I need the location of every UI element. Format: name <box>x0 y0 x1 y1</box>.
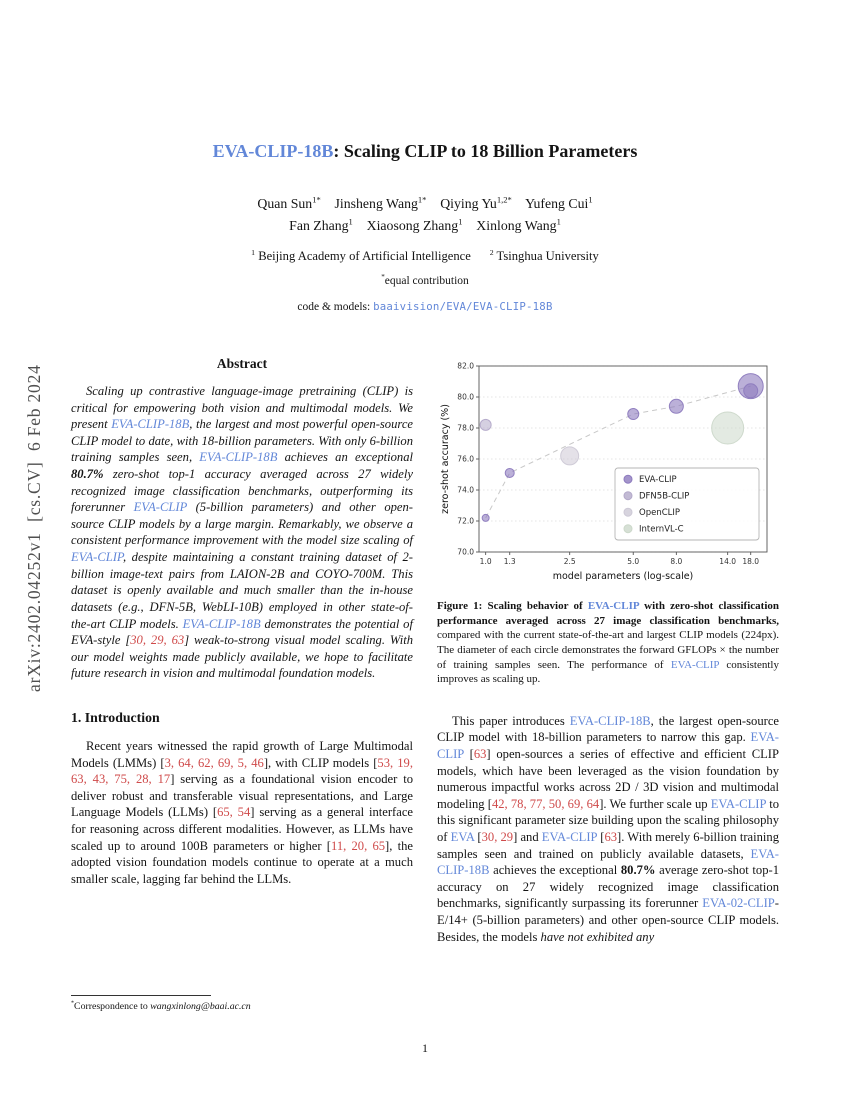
x-axis-label: model parameters (log-scale) <box>552 571 694 582</box>
inline-link[interactable]: EVA-CLIP <box>710 796 767 811</box>
footnote-text: *Correspondence to wangxinlong@baai.ac.cn <box>71 1000 251 1012</box>
inline-link[interactable]: EVA-CLIP <box>133 500 188 515</box>
introduction-heading: 1. Introduction <box>71 709 160 725</box>
legend-label: EVA-CLIP <box>639 475 677 485</box>
citation-ref[interactable]: 65, 54 <box>217 805 251 820</box>
y-tick-label: 72.0 <box>457 516 474 526</box>
citation-ref[interactable]: 3, 64, 62, 69, 5, 46 <box>164 755 264 770</box>
x-tick-label: 1.3 <box>503 557 516 566</box>
inline-link[interactable]: EVA-CLIP-18B <box>111 417 190 432</box>
data-point-eva-clip <box>505 468 514 477</box>
y-axis-label: zero-shot accuracy (%) <box>440 404 451 514</box>
data-point-eva-clip <box>738 374 763 399</box>
citation-ref[interactable]: 63 <box>473 746 487 761</box>
legend-label: InternVL-C <box>639 524 684 535</box>
legend-marker-openclip <box>624 508 632 516</box>
footnote-rule <box>71 995 211 996</box>
data-point-openclip <box>561 447 579 465</box>
x-tick-label: 2.5 <box>563 557 576 566</box>
arxiv-watermark: arXiv:2402.04252v1 [cs.CV] 6 Feb 2024 <box>24 364 44 692</box>
inline-link[interactable]: EVA-CLIP-18B <box>199 450 278 465</box>
inline-link[interactable]: EVA-CLIP-18B <box>569 713 651 728</box>
paper-title: EVA-CLIP-18B: Scaling CLIP to 18 Billion Parameters <box>212 141 638 161</box>
x-tick-label: 18.0 <box>742 557 760 566</box>
data-point-internvl-c <box>712 412 744 444</box>
x-tick-label: 8.0 <box>670 557 683 566</box>
y-tick-label: 82.0 <box>457 361 474 371</box>
inline-link[interactable]: EVA-CLIP-18B <box>437 846 779 878</box>
citation-ref[interactable]: 30, 29, 63 <box>130 633 185 648</box>
code-models-line: code & models: baaivision/EVA/EVA-CLIP-18B <box>297 300 553 313</box>
abstract-text: Scaling up contrastive language-image pretraining (CLIP) is critical for empowering both vision and multimodal models. We present EVA-CLIP-18B, the largest and most powerful open-source CLIP model to date, with 18-billion parameters. With only 6-billion training samples seen, EVA-CLIP-18B achieves an exceptional 80.7% zero-shot top-1 accuracy averaged across 27 widely recognized image classification benchmarks, outperforming its forerunner EVA-CLIP (5-billion parameters) and other open-source CLIP models by a large margin. Remarkably, we observe a consistent performance improvement with the model size scaling of EVA-CLIP, despite maintaining a constant training dataset of 2-billion image-text pairs from LAION-2B and COYO-700M. This dataset is openly available and much smaller than the in-house datasets (e.g., DFN-5B, WebLI-10B) employed in other state-of-the-art CLIP models. EVA-CLIP-18B demonstrates the potential of EVA-style [30, 29, 63] weak-to-strong visual model scaling. With our model weights made publicly available, we hope to facilitate future research in vision and multimodal foundation models. <box>71 384 413 681</box>
left-column <box>71 352 413 887</box>
inline-link[interactable]: EVA-CLIP <box>670 658 720 671</box>
x-tick-label: 5.0 <box>627 557 640 566</box>
code-repo-link[interactable]: baaivision/EVA/EVA-CLIP-18B <box>373 300 553 313</box>
y-tick-label: 80.0 <box>457 392 474 402</box>
data-point-eva-clip <box>628 409 639 420</box>
data-point-eva-clip <box>669 399 683 413</box>
figure-1-caption: Figure 1: Scaling behavior of EVA-CLIP with zero-shot classification performance averaged across 27 image classification benchmarks, compared with the current state-of-the-art and largest CLIP models (224px). The diameter of each circle demonstrates the forward GFLOPs × the number of training samples seen. The performance of EVA-CLIP consistently improves as scaling up. <box>437 600 779 686</box>
inline-link[interactable]: EVA-CLIP <box>71 550 124 565</box>
y-tick-label: 70.0 <box>457 547 474 557</box>
inline-link[interactable]: EVA-CLIP <box>437 730 779 761</box>
footnote <box>71 995 413 1012</box>
citation-ref[interactable]: 42, 78, 77, 50, 69, 64 <box>491 796 600 811</box>
legend-label: DFN5B-CLIP <box>639 491 690 502</box>
legend-label: OpenCLIP <box>639 508 681 518</box>
data-point-eva-clip <box>482 514 489 521</box>
x-tick-label: 14.0 <box>719 557 737 566</box>
affiliations: $^1$ Beijing Academy of Artificial Intelligence $^2$ Tsinghua University <box>251 247 599 263</box>
inline-link[interactable]: EVA-CLIP <box>541 830 598 845</box>
equal-contribution-note: *equal contribution <box>381 273 469 287</box>
data-point-dfn5b-clip <box>480 419 491 430</box>
abstract-heading: Abstract <box>216 356 268 371</box>
right-column <box>437 352 779 945</box>
intro-paragraph-right: This paper introduces EVA-CLIP-18B, the largest open-source CLIP model with 18-billion parameters to narrow this gap. EVA-CLIP [63] open-sources a series of effective and efficient CLIP models, which have been leveraged as the vision foundation by numerous impactful works across 2D / 3D vision and multimodal modeling [42, 78, 77, 50, 69, 64]. We further scale up EVA-CLIP to this significant parameter size building upon the scaling philosophy of EVA [30, 29] and EVA-CLIP [63]. With merely 6-billion training samples seen and trained on publicly available datasets, EVA-CLIP-18B achieves the exceptional 80.7% average zero-shot top-1 accuracy on 27 widely recognized image classification benchmarks, significantly surpassing its forerunner EVA-02-CLIP-E/14+ (5-billion parameters) and other open-source CLIP models. Besides, the models have not exhibited any <box>437 713 780 944</box>
inline-link[interactable]: EVA-CLIP-18B <box>182 616 261 631</box>
figure-1 <box>437 356 779 687</box>
page-number: 1 <box>422 1041 428 1055</box>
inline-link[interactable]: EVA <box>450 830 475 845</box>
y-tick-label: 76.0 <box>457 454 474 464</box>
citation-ref[interactable]: 63 <box>604 830 618 845</box>
figure-1-chart <box>437 356 775 588</box>
legend-marker-eva-clip <box>624 475 632 483</box>
introduction-paragraph: Recent years witnessed the rapid growth of Large Multimodal Models (LMMs) [3, 64, 62, 69, 5, 46], with CLIP models [53, 19, 63, 43, 75, 28, 17] serving as a foundational vision encoder to deliver robust and transferable visual representations, and Large Language Models (LLMs) [65, 54] serving as a general interface for reasoning across different modalities. However, as LLMs have scaled up to around 100B parameters or higher [11, 20, 65], the adopted vision foundation models continue to operate at a much smaller scale, lagging far behind the LLMs. <box>71 738 414 886</box>
citation-ref[interactable]: 11, 20, 65 <box>330 838 386 853</box>
x-tick-label: 1.0 <box>479 557 492 566</box>
legend-marker-dfn5b-clip <box>624 492 632 500</box>
citation-ref[interactable]: 53, 19, 63, 43, 75, 28, 17 <box>71 755 413 787</box>
citation-ref[interactable]: 30, 29 <box>481 830 514 845</box>
inline-link[interactable]: EVA-CLIP <box>587 600 639 612</box>
author-line-1: Quan Sun$^{1*}$ Jinsheng Wang$^{1*}$ Qiying $Yu^{1,2*}$ Yufeng Cui$^1$ <box>257 194 593 211</box>
legend-marker-internvl-c <box>624 525 632 533</box>
inline-link[interactable]: EVA-CLIP-18B <box>212 141 334 161</box>
y-tick-label: 78.0 <box>457 423 474 433</box>
inline-link[interactable]: EVA-02-CLIP <box>702 896 775 911</box>
y-tick-label: 74.0 <box>457 485 474 495</box>
legend-box <box>615 468 759 540</box>
author-line-2: Fan Zhang$^1$ Xiaosong Zhang$^1$ Xinlong Wang$^1$ <box>289 216 561 233</box>
